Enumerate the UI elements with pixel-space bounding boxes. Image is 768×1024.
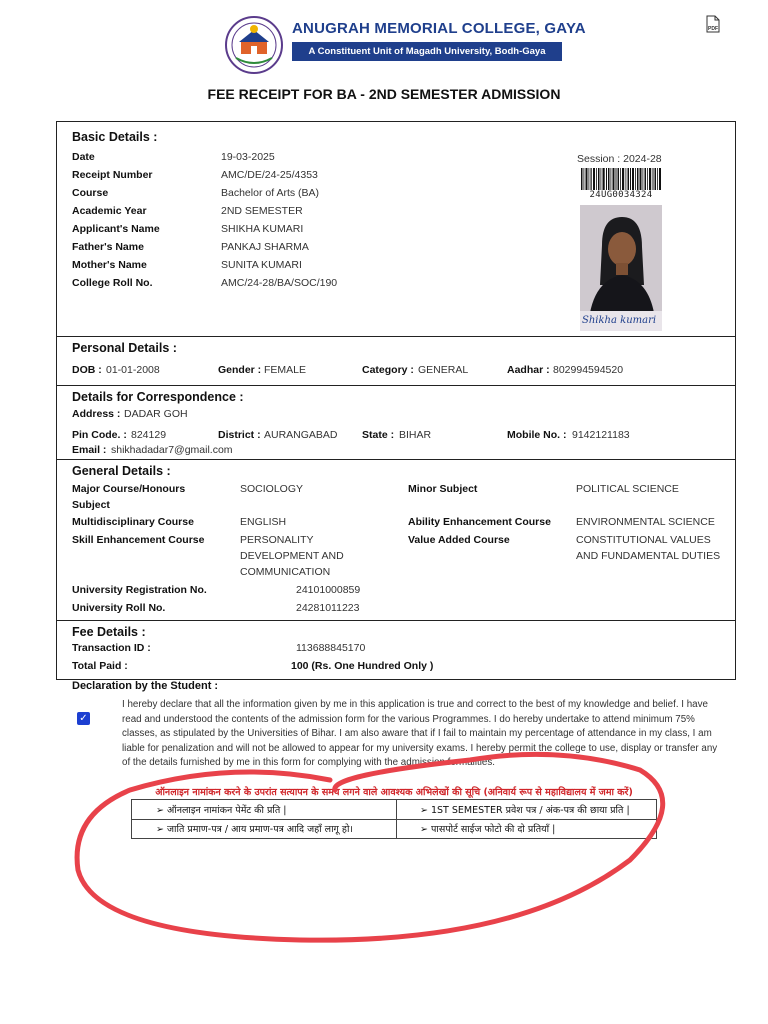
session-value: Session : 2024-28 — [577, 153, 662, 165]
value-added-label: Value Added Course — [408, 534, 510, 546]
skill-enhancement-value-2: DEVELOPMENT AND — [240, 550, 344, 562]
ability-enhancement-label: Ability Enhancement Course — [408, 516, 551, 528]
date-label: Date — [72, 151, 95, 163]
general-details-heading: General Details : — [72, 464, 171, 478]
applicant-photo-icon — [580, 205, 662, 331]
father-name-value: PANKAJ SHARMA — [221, 241, 309, 253]
value-added-value-1: CONSTITUTIONAL VALUES — [576, 534, 711, 546]
barcode-icon — [580, 168, 662, 190]
university-roll-label: University Roll No. — [72, 602, 166, 614]
district-value: AURANGABAD — [264, 429, 338, 441]
document-item: ➢ जाति प्रमाण-पत्र / आय प्रमाण-पत्र आदि जहाँ लागू हो। — [156, 824, 354, 835]
applicant-name-label: Applicant's Name — [72, 223, 160, 235]
major-course-label: Major Course/Honours — [72, 483, 186, 495]
college-emblem-icon — [224, 12, 284, 78]
divider-fee — [56, 620, 736, 621]
total-paid-label: Total Paid : — [72, 660, 128, 672]
ability-enhancement-value: ENVIRONMENTAL SCIENCE — [576, 516, 715, 528]
mobile-label: Mobile No. : — [507, 429, 567, 441]
address-label: Address : — [72, 408, 121, 420]
transaction-id-value: 113688845170 — [296, 642, 366, 654]
pdf-icon-label: PDF — [708, 26, 718, 32]
receipt-number-value: AMC/DE/24-25/4353 — [221, 169, 318, 181]
course-value: Bachelor of Arts (BA) — [221, 187, 320, 199]
declaration-heading: Declaration by the Student : — [72, 680, 219, 692]
pin-value: 824129 — [131, 429, 167, 441]
college-name: ANUGRAH MEMORIAL COLLEGE, GAYA — [292, 20, 586, 37]
barcode-number: 24UG0034324 — [589, 190, 653, 200]
minor-subject-value: POLITICAL SCIENCE — [576, 483, 679, 495]
aadhar-value: 802994594520 — [553, 364, 624, 376]
documents-table — [131, 799, 657, 839]
divider-personal — [56, 336, 736, 337]
university-roll-value: 24281011223 — [296, 602, 360, 614]
minor-subject-label: Minor Subject — [408, 483, 478, 495]
email-value: shikhadadar7@gmail.com — [111, 444, 233, 456]
date-value: 19-03-2025 — [221, 151, 275, 163]
personal-details-heading: Personal Details : — [72, 341, 177, 355]
college-roll-value: AMC/24-28/BA/SOC/190 — [221, 277, 338, 289]
mother-name-label: Mother's Name — [72, 259, 147, 271]
major-course-value: SOCIOLOGY — [240, 483, 304, 495]
skill-enhancement-value-1: PERSONALITY — [240, 534, 314, 546]
email-label: Email : — [72, 444, 107, 456]
documents-table-vdivider — [396, 800, 397, 838]
father-name-label: Father's Name — [72, 241, 144, 253]
value-added-value-2: AND FUNDAMENTAL DUTIES — [576, 550, 721, 562]
multidisciplinary-label: Multidisciplinary Course — [72, 516, 194, 528]
aadhar-label: Aadhar : — [507, 364, 550, 376]
document-item: ➢ 1ST SEMESTER प्रवेश पत्र / अंक-पत्र की छाया प्रति | — [420, 805, 630, 816]
correspondence-heading: Details for Correspondence : — [72, 390, 244, 404]
college-subtitle: A Constituent Unit of Magadh University, Bodh-Gaya — [292, 42, 562, 61]
basic-details-heading: Basic Details : — [72, 130, 158, 144]
skill-enhancement-label: Skill Enhancement Course — [72, 534, 205, 546]
mother-name-value: SUNITA KUMARI — [221, 259, 302, 271]
divider-general — [56, 459, 736, 460]
declaration-text: I hereby declare that all the information given by me in this application is true and correct to the best of my knowledge and belief. I have read and understood the contents of the admission form for the various Programmes. I do hereby undertake to attend minimum 75% classes, as stipulated by the Universities of Bihar. I am also aware that if I fail to maintain my percentage of attendance in my class, I am liable for penalization and will not be allowed to appear for my university exams. I hereby permit the college to use, display or transfer any of the details furnished by me in this form for complying with the admission formalities. — [122, 699, 718, 769]
document-item: ➢ ऑनलाइन नामांकन पेमेंट की प्रति | — [156, 805, 287, 816]
applicant-name-value: SHIKHA KUMARI — [221, 223, 304, 235]
address-value: DADAR GOH — [124, 408, 188, 420]
document-item: ➢ पासपोर्ट साईज फोटो की दो प्रतियाँ | — [420, 824, 556, 835]
registration-value: 24101000859 — [296, 584, 361, 596]
declaration-checkbox[interactable]: ✓ — [77, 712, 90, 725]
registration-label: University Registration No. — [72, 584, 207, 596]
category-label: Category : — [362, 364, 414, 376]
course-label: Course — [72, 187, 109, 199]
document-title: FEE RECEIPT FOR BA - 2ND SEMESTER ADMISSION — [207, 86, 561, 102]
pin-label: Pin Code. : — [72, 429, 127, 441]
total-paid-value: 100 (Rs. One Hundred Only ) — [291, 660, 434, 672]
gender-value: FEMALE — [264, 364, 307, 376]
multidisciplinary-value: ENGLISH — [240, 516, 287, 528]
major-course-label-line2: Subject — [72, 499, 110, 511]
applicant-signature: Shikha kumari — [582, 315, 657, 326]
documents-table-hdivider — [132, 819, 656, 820]
applicant-photo — [580, 205, 662, 331]
transaction-id-label: Transaction ID : — [72, 642, 151, 654]
skill-enhancement-value-3: COMMUNICATION — [240, 566, 331, 578]
dob-value: 01-01-2008 — [106, 364, 160, 376]
divider-correspondence — [56, 385, 736, 386]
academic-year-value: 2ND SEMESTER — [221, 205, 303, 217]
dob-label: DOB : — [72, 364, 102, 376]
state-value: BIHAR — [399, 429, 432, 441]
receipt-number-label: Receipt Number — [72, 169, 153, 181]
academic-year-label: Academic Year — [72, 205, 147, 217]
gender-label: Gender : — [218, 364, 262, 376]
college-roll-label: College Roll No. — [72, 277, 153, 289]
district-label: District : — [218, 429, 261, 441]
state-label: State : — [362, 429, 395, 441]
mobile-value: 9142121183 — [572, 429, 630, 441]
category-value: GENERAL — [418, 364, 469, 376]
documents-title: ऑनलाइन नामांकन करने के उपरांत सत्यापन के समय लगने वाले आवश्यक अभिलेखों की सूचि (अनिवार्य रूप से महाविद्यालय में जमा करें) — [155, 787, 633, 798]
fee-details-heading: Fee Details : — [72, 625, 146, 639]
